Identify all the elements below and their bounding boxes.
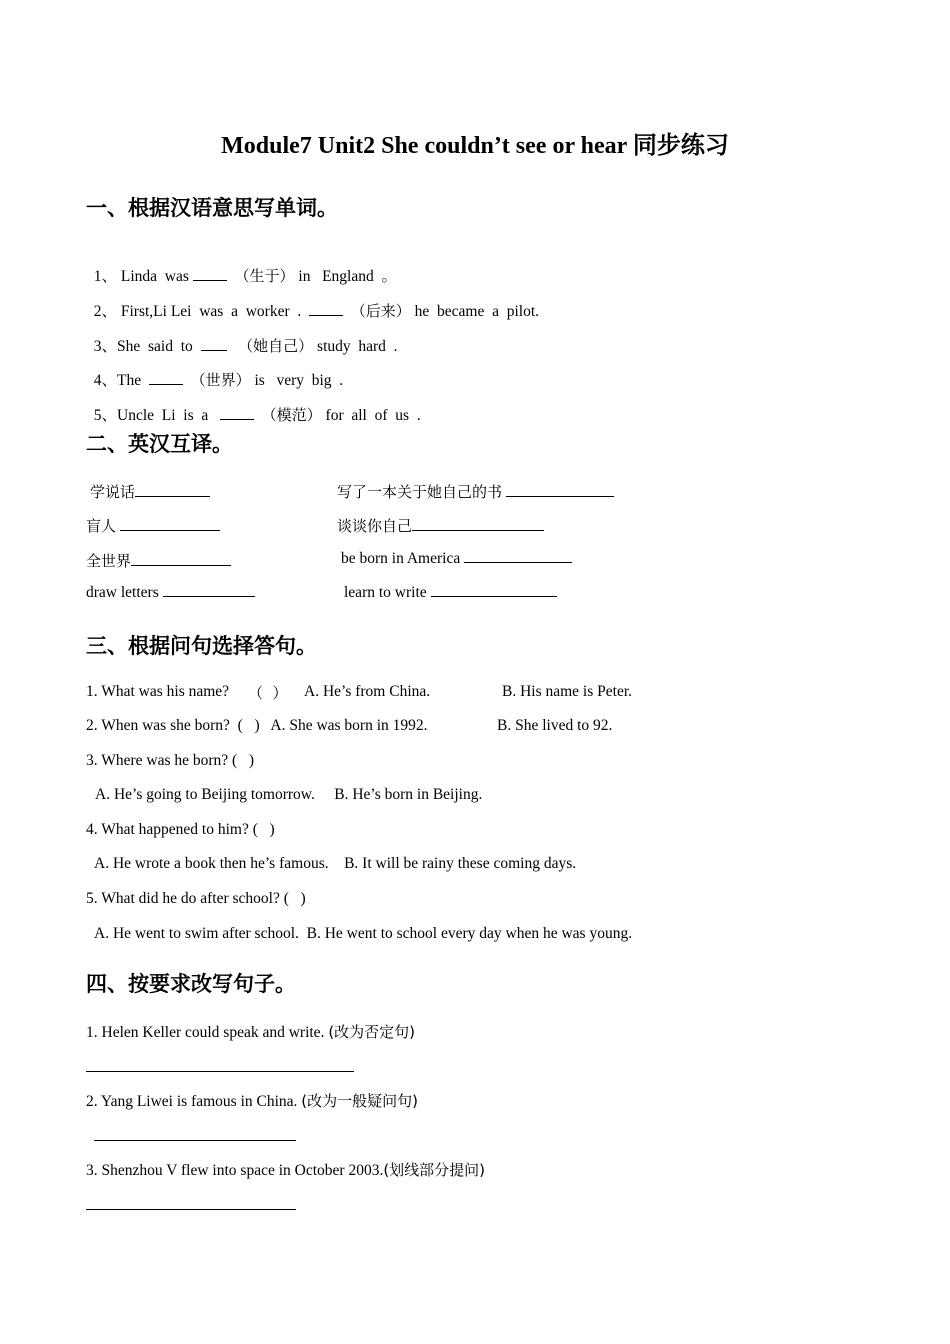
s3-question-2: 2. When was she born? ( ) A. She was born in 1992. — [86, 717, 428, 734]
s2-item-4: 谈谈你自己 — [337, 515, 544, 536]
s1-item-3: 3、She said to （她自己） study hard . — [93, 337, 398, 355]
s4-item-3: 3. Shenzhou V flew into space in October 2003.(划线部分提问) — [86, 1161, 486, 1179]
s3-q1-option-a: A. He’s from China. — [304, 683, 431, 700]
section2-heading: 二、英汉互译。 — [86, 432, 233, 456]
answer-blank[interactable] — [412, 518, 544, 531]
s4-item-1: 1. Helen Keller could speak and write. (改为否定句) — [86, 1023, 416, 1041]
s3-question-4: 4. What happened to him? ( ) — [86, 821, 275, 838]
answer-blank[interactable] — [464, 550, 572, 563]
title-chinese: 同步练习 — [632, 131, 729, 159]
s2-item-7: draw letters — [86, 584, 255, 602]
s4-answer-line-2[interactable] — [94, 1140, 296, 1141]
s3-question-3: 3. Where was he born? ( ) — [86, 752, 254, 769]
answer-blank[interactable] — [120, 518, 220, 531]
s2-item-1: 学说话 — [90, 481, 210, 502]
section1-heading: 一、根据汉语意思写单词。 — [86, 196, 338, 220]
page-title — [0, 125, 950, 160]
answer-blank[interactable] — [309, 303, 343, 316]
s3-q4-options: A. He wrote a book then he’s famous. B. It will be rainy these coming days. — [94, 855, 577, 872]
answer-blank[interactable] — [506, 484, 614, 497]
s3-q1-option-b: B. His name is Peter. — [502, 683, 633, 700]
s3-question-5: 5. What did he do after school? ( ) — [86, 890, 306, 907]
section4-heading: 四、按要求改写句子。 — [86, 972, 296, 996]
title-english: Module7 Unit2 She couldn’t see or hear — [221, 133, 633, 159]
s1-item-4: 4、The （世界） is very big . — [93, 371, 344, 389]
s3-q5-options: A. He went to swim after school. B. He went to school every day when he was young. — [94, 925, 633, 942]
s3-question-1: 1. What was his name? — [86, 683, 230, 700]
s2-item-2: 写了一本关于她自己的书 — [337, 481, 614, 502]
answer-blank[interactable] — [220, 407, 254, 420]
answer-blank[interactable] — [135, 484, 210, 497]
s3-q2-option-b: B. She lived to 92. — [497, 717, 613, 734]
s4-answer-line-3[interactable] — [86, 1209, 296, 1210]
s2-item-3: 盲人 — [86, 515, 220, 536]
s1-item-5: 5、Uncle Li is a （模范） for all of us . — [93, 406, 421, 424]
answer-blank[interactable] — [193, 268, 227, 281]
answer-blank[interactable] — [431, 584, 557, 597]
s4-item-2: 2. Yang Liwei is famous in China. (改为一般疑问句) — [86, 1092, 418, 1110]
s2-item-5: 全世界 — [86, 550, 231, 571]
s3-q1-bracket[interactable]: （ ） — [248, 684, 288, 702]
s1-item-1: 1、 Linda was （生于） in England 。 — [93, 267, 397, 285]
s3-q3-options: A. He’s going to Beijing tomorrow. B. He’s born in Beijing. — [95, 786, 483, 803]
section3-heading: 三、根据问句选择答句。 — [86, 634, 317, 658]
answer-blank[interactable] — [163, 584, 255, 597]
s2-item-8: learn to write — [344, 584, 557, 602]
answer-blank[interactable] — [149, 372, 183, 385]
answer-blank[interactable] — [131, 553, 231, 566]
s4-answer-line-1[interactable] — [86, 1071, 354, 1072]
s1-item-2: 2、 First,Li Lei was a worker . （后来） he became a pilot. — [93, 302, 540, 320]
s2-item-6: be born in America — [341, 550, 572, 568]
